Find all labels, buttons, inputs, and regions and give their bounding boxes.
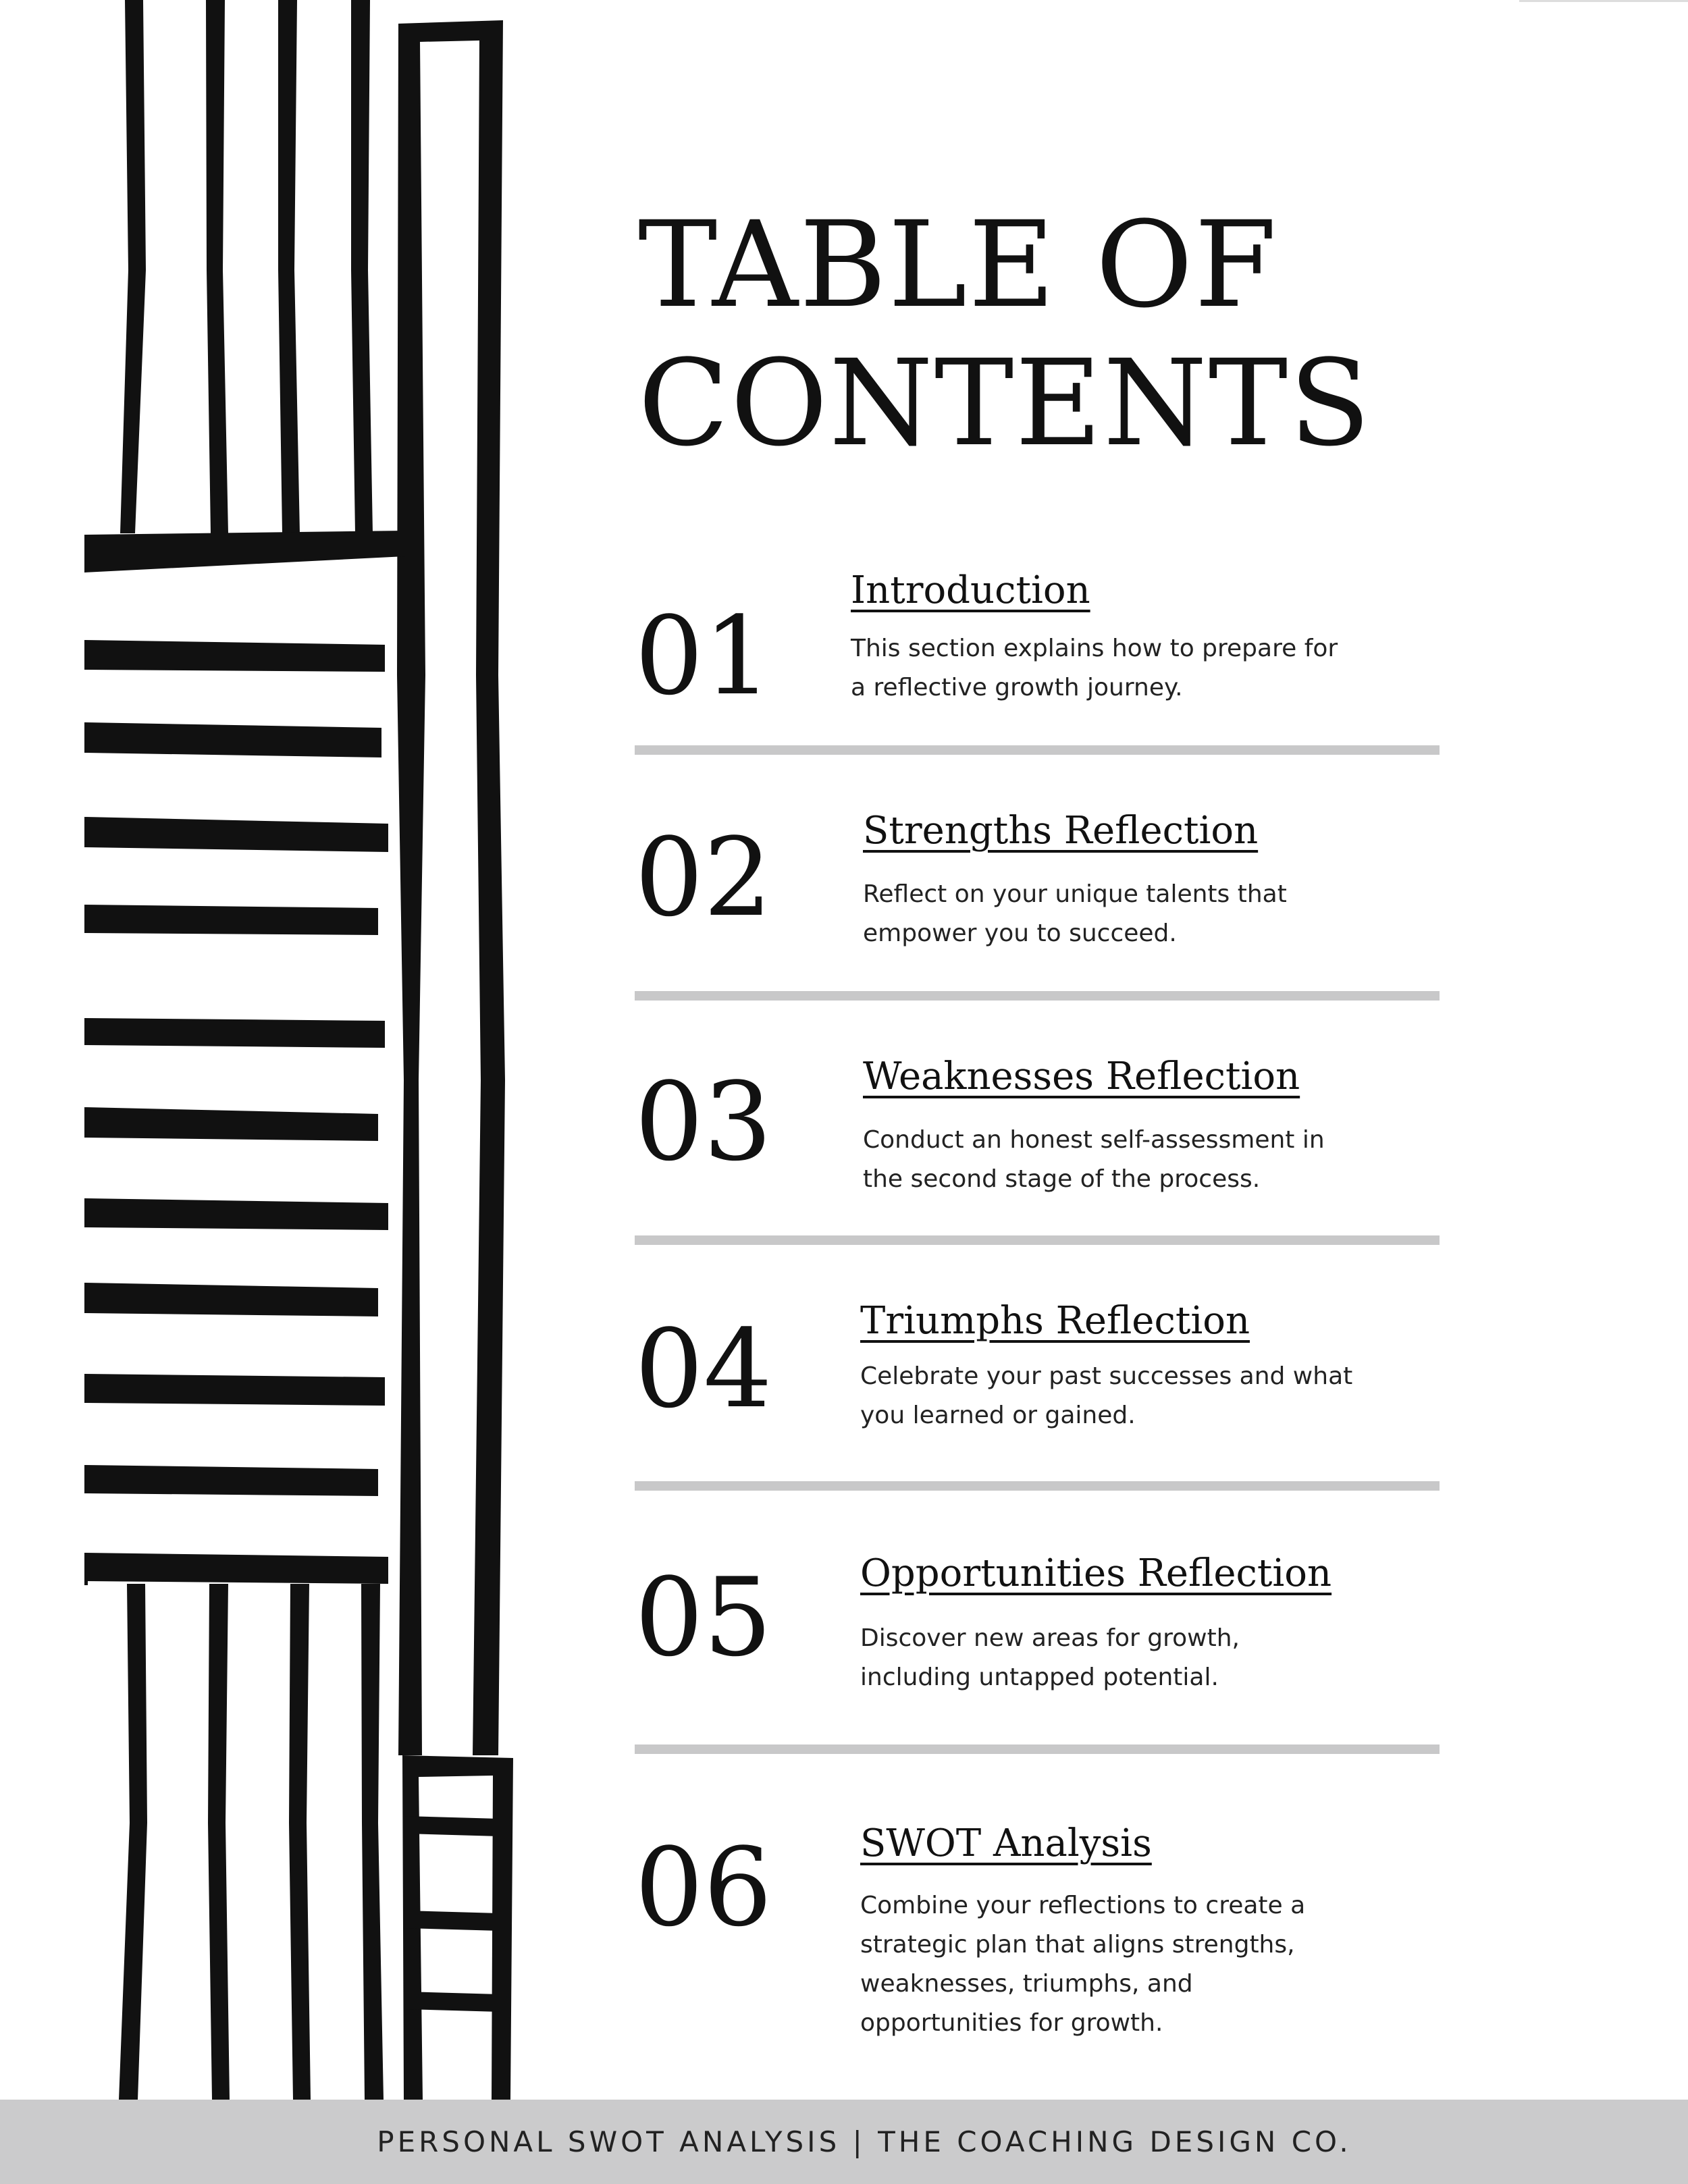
entry-number: 01 (635, 593, 772, 719)
divider (635, 1235, 1440, 1245)
divider (635, 991, 1440, 1001)
divider (635, 1481, 1440, 1491)
divider (635, 1744, 1440, 1754)
toc-entry-opportunities[interactable] (635, 1550, 1445, 1726)
toc-entry-strengths[interactable] (635, 807, 1445, 983)
footer-bar (0, 2100, 1688, 2184)
entry-description: Conduct an honest self-assessment in the second stage of the process. (863, 1126, 1325, 1193)
entry-description: Combine your reflections to create a strategic plan that aligns strengths, weaknesses, triumphs, and opportunities for growth. (860, 1892, 1306, 2037)
toc-entry-introduction[interactable] (635, 567, 1445, 743)
entry-description: This section explains how to prepare for a reflective growth journey. (851, 635, 1338, 701)
entry-description: Reflect on your unique talents that empower you to succeed. (863, 880, 1287, 947)
entry-heading-link[interactable]: Strengths Reflection (863, 809, 1259, 853)
title-line-2: CONTENTS (638, 334, 1372, 473)
entry-number: 02 (635, 814, 772, 940)
divider (635, 745, 1440, 755)
entry-number: 06 (635, 1824, 772, 1950)
decorative-stripe-pattern (0, 0, 520, 2100)
top-edge-line (1519, 0, 1688, 2)
entry-number: 05 (635, 1554, 772, 1680)
toc-entry-triumphs[interactable] (635, 1298, 1445, 1473)
page-title (638, 196, 1516, 473)
entry-heading-link[interactable]: SWOT Analysis (860, 1821, 1152, 1865)
entry-description: Celebrate your past successes and what you learned or gained. (860, 1362, 1353, 1429)
entry-number: 04 (635, 1306, 772, 1432)
entry-number: 03 (635, 1059, 772, 1185)
title-line-1: TABLE OF (638, 196, 1278, 334)
toc-entry-swot-analysis[interactable] (635, 1820, 1445, 2050)
entry-heading-link[interactable]: Opportunities Reflection (860, 1551, 1332, 1595)
toc-entry-weaknesses[interactable] (635, 1053, 1445, 1229)
entry-heading-link[interactable]: Triumphs Reflection (860, 1299, 1250, 1343)
entry-heading-link[interactable]: Weaknesses Reflection (863, 1055, 1300, 1098)
entry-description: Discover new areas for growth, including untapped potential. (860, 1624, 1240, 1691)
entry-heading-link[interactable]: Introduction (851, 568, 1090, 612)
footer-text: PERSONAL SWOT ANALYSIS | THE COACHING DESIGN CO. (377, 2125, 1352, 2158)
